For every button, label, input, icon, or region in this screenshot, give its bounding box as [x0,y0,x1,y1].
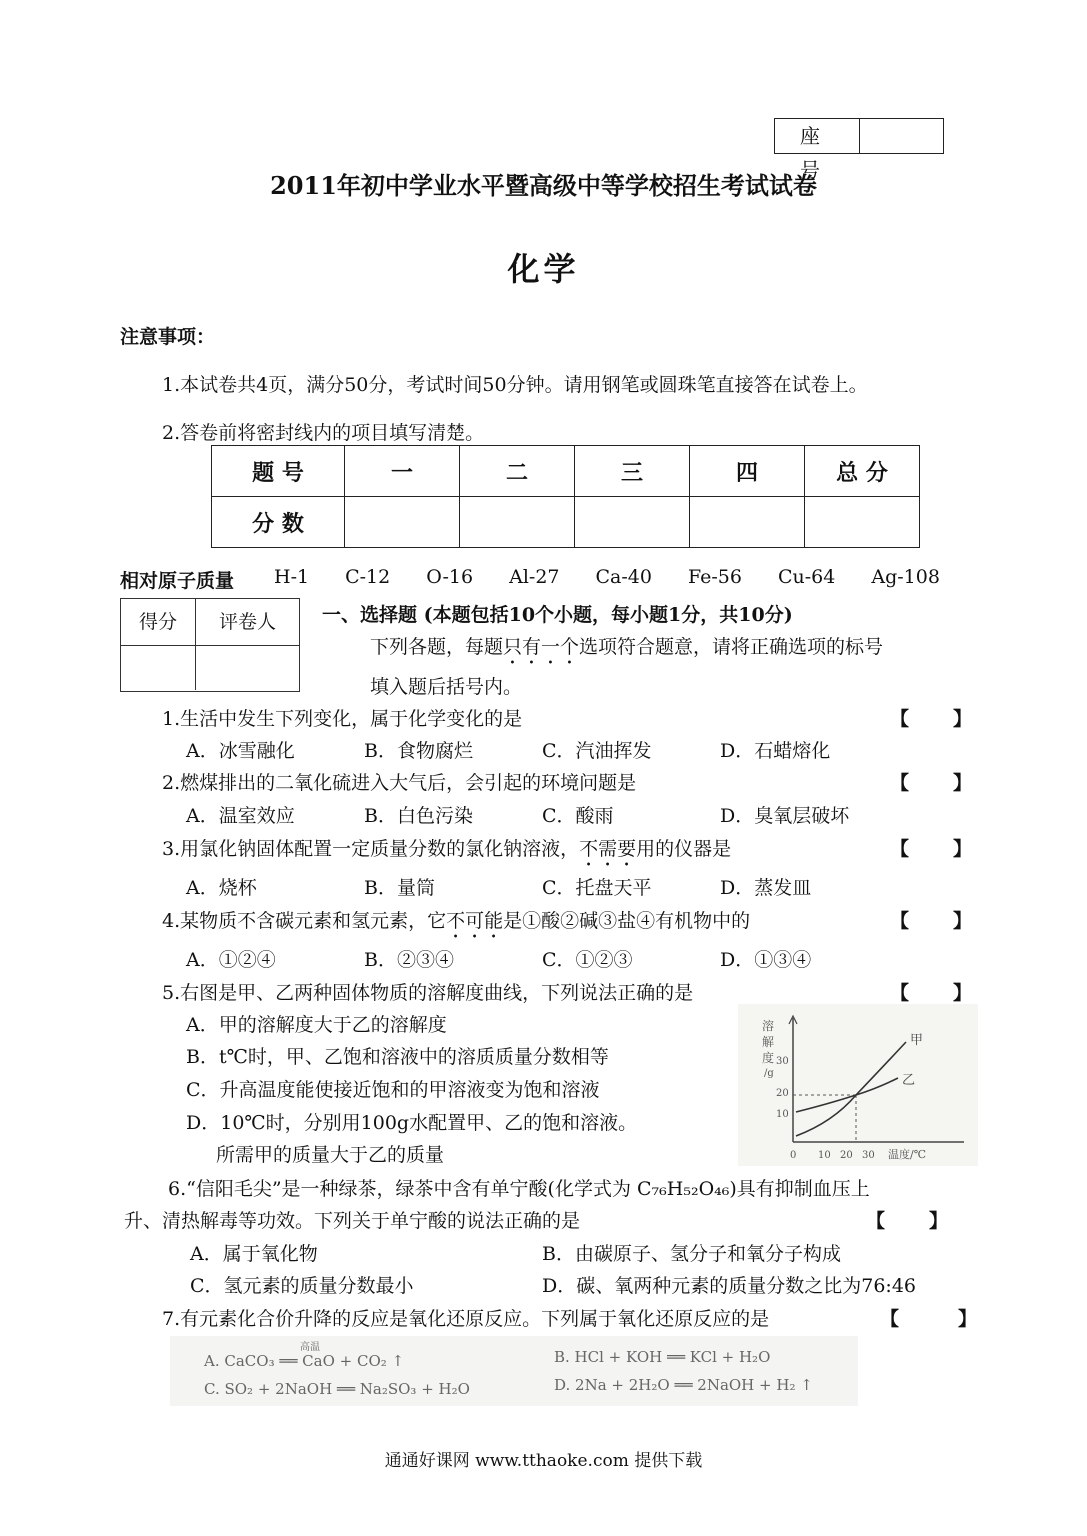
question-1-option-d: D．石蜡熔化 [720,740,831,762]
equation-b: B. HCl + KOH ══ KCl + H₂O [554,1348,771,1366]
question-1-option-b: B．食物腐烂 [364,740,473,762]
score-cell[interactable] [460,497,575,548]
equations-image [170,1336,858,1406]
notice-heading: 注意事项： [120,326,216,348]
y-axis-label-4: /g [764,1068,774,1079]
question-6-option-d: D．碳、氧两种元素的质量分数之比为76:46 [542,1275,916,1297]
question-1-option-c: C．汽油挥发 [542,740,652,762]
question-6-stem-line2: 升、清热解毒等功效。下列关于单宁酸的说法正确的是 [124,1210,581,1232]
question-2-option-a: A．温室效应 [186,805,295,827]
answer-bracket[interactable]: 【 】 [890,708,975,730]
question-5-stem: 5.右图是甲、乙两种固体物质的溶解度曲线，下列说法正确的是 [162,982,694,1004]
atomic-mass-item: Ca-40 [595,566,652,588]
atomic-mass-item: O-16 [426,566,474,588]
question-5-option-c: C．升高温度能使接近饱和的甲溶液变为饱和溶液 [186,1079,600,1101]
series-label-yi: 乙 [902,1073,916,1088]
question-5-option-a: A．甲的溶解度大于乙的溶解度 [186,1014,447,1036]
atomic-mass-item: Al-27 [509,566,560,588]
question-5-option-d-cont: 所需甲的质量大于乙的质量 [216,1144,445,1166]
question-2-option-b: B．白色污染 [364,805,473,827]
y-axis-label-1: 溶 [762,1019,775,1033]
question-4-option-d: D．①③④ [720,949,812,971]
col-header-3: 三 [575,446,690,497]
x-tick-label: 20 [840,1150,853,1161]
section-instruction [370,632,883,669]
y-tick-label: 30 [776,1056,789,1067]
seat-number-label: 座 号 [775,119,860,153]
atomic-mass-item: Ag-108 [871,566,940,588]
question-1-option-a: A．冰雪融化 [186,740,295,762]
instruction-text: 下列各题，每题 [370,636,504,658]
question-4-option-b: B．②③④ [364,949,454,971]
score-cell[interactable] [575,497,690,548]
question-1-stem: 1.生活中发生下列变化，属于化学变化的是 [162,708,523,730]
y-axis-label-2: 解 [762,1035,775,1049]
question-6-stem-line1: 6.“信阳毛尖”是一种绿茶，绿茶中含有单宁酸(化学式为 C₇₆H₅₂O₄₆)具有抑制血压上 [168,1178,870,1200]
question-5-option-d: D．10℃时，分别用100g水配置甲、乙的饱和溶液。 [186,1112,638,1134]
question-text: 是①酸②碱③盐④有机物中的 [503,910,751,932]
subject-title: 化学 [507,250,580,288]
question-emphasis: 不需要 [579,838,637,860]
section-title: 一、选择题 (本题包括10个小题，每小题1分，共10分) [322,604,793,626]
atomic-mass-line [120,566,940,593]
col-header-2: 二 [460,446,575,497]
answer-bracket[interactable]: 【 】 [890,910,975,932]
question-4-stem [162,906,750,943]
atomic-mass-item: H-1 [274,566,310,588]
atomic-mass-item: Cu-64 [777,566,836,588]
atomic-mass-item: Fe-56 [687,566,742,588]
equation-a: A. CaCO₃ ══ CaO + CO₂ ↑ [204,1352,405,1370]
equation-d: D. 2Na + 2H₂O ══ 2NaOH + H₂ ↑ [554,1376,813,1394]
question-4-option-a: A．①②④ [186,949,276,971]
row-label-question-number: 题 号 [212,446,345,497]
question-6-option-c: C．氢元素的质量分数最小 [190,1275,414,1297]
question-text: 3.用氯化钠固体配置一定质量分数的氯化钠溶液， [162,838,580,860]
question-3-option-c: C．托盘天平 [542,877,652,899]
question-4-option-c: C．①②③ [542,949,633,971]
row-label-score: 分 数 [212,497,345,548]
col-header-total: 总 分 [805,446,920,497]
grader-box [120,598,300,692]
question-5-option-b: B．t℃时，甲、乙饱和溶液中的溶质质量分数相等 [186,1046,609,1068]
equation-c: C. SO₂ + 2NaOH ══ Na₂SO₃ + H₂O [204,1380,470,1398]
atomic-mass-heading: 相对原子质量 [120,570,235,592]
score-label: 得分 [121,599,196,645]
grader-label: 评卷人 [218,611,276,633]
y-tick-label: 10 [776,1109,789,1120]
question-3-stem [162,834,731,871]
instruction-text: 选项符合题意，请将正确选项的标号 [579,636,884,658]
score-cell[interactable] [345,497,460,548]
exam-title: 2011年初中学业水平暨高级中等学校招生考试试卷 [270,171,817,200]
atomic-mass-item: C-12 [345,566,391,588]
section-instruction-line2: 填入题后括号内。 [370,676,523,698]
y-tick-label: 20 [776,1088,789,1099]
question-text: 用的仪器是 [636,838,732,860]
grader-field[interactable] [196,646,299,690]
question-3-option-a: A．烧杯 [186,877,257,899]
x-tick-label: 30 [862,1150,875,1161]
solubility-chart [738,1004,978,1166]
score-cell[interactable] [690,497,805,548]
footer-note: 通通好课网 www.tthaoke.com 提供下载 [384,1451,703,1471]
instruction-emphasis: 只有一个 [503,636,580,658]
question-6-option-b: B．由碳原子、氢分子和氧分子构成 [542,1243,841,1265]
answer-bracket[interactable]: 【 】 [890,838,975,860]
question-2-option-c: C．酸雨 [542,805,614,827]
x-axis-label: 温度/℃ [888,1148,927,1161]
question-3-option-d: D．蒸发皿 [720,877,812,899]
question-emphasis: 不可能 [446,910,504,932]
question-2-option-d: D．臭氧层破坏 [720,805,850,827]
answer-bracket[interactable]: 【 】 [866,1210,951,1232]
seat-number-field[interactable] [860,119,943,153]
question-3-option-b: B．量筒 [364,877,435,899]
score-table [211,445,920,548]
section-score-field[interactable] [121,646,196,690]
question-7-stem: 7.有元素化合价升降的反应是氧化还原反应。下列属于氧化还原反应的是 [162,1308,770,1330]
equation-a-condition: 高温 [300,1342,320,1353]
question-6-option-a: A．属于氧化物 [190,1243,318,1265]
x-tick-label: 10 [818,1150,831,1161]
answer-bracket-left[interactable]: 【 [880,1308,902,1330]
seat-number-box[interactable] [774,118,944,182]
series-label-jia: 甲 [910,1033,924,1048]
y-axis-label-3: 度 [762,1051,775,1065]
notice-item-2: 2.答卷前将密封线内的项目填写清楚。 [162,422,485,444]
notice-item-1: 1.本试卷共4页，满分50分，考试时间50分钟。请用钢笔或圆珠笔直接答在试卷上。 [162,374,868,396]
answer-bracket[interactable]: 【 】 [890,982,975,1004]
x-tick-label: 0 [790,1150,797,1161]
question-2-stem: 2.燃煤排出的二氧化硫进入大气后，会引起的环境问题是 [162,772,637,794]
col-header-4: 四 [690,446,805,497]
col-header-1: 一 [345,446,460,497]
answer-bracket[interactable]: 【 】 [890,772,975,794]
question-text: 4.某物质不含碳元素和氢元素，它 [162,910,447,932]
answer-bracket-right: 】 [958,1308,978,1330]
score-cell[interactable] [805,497,920,548]
